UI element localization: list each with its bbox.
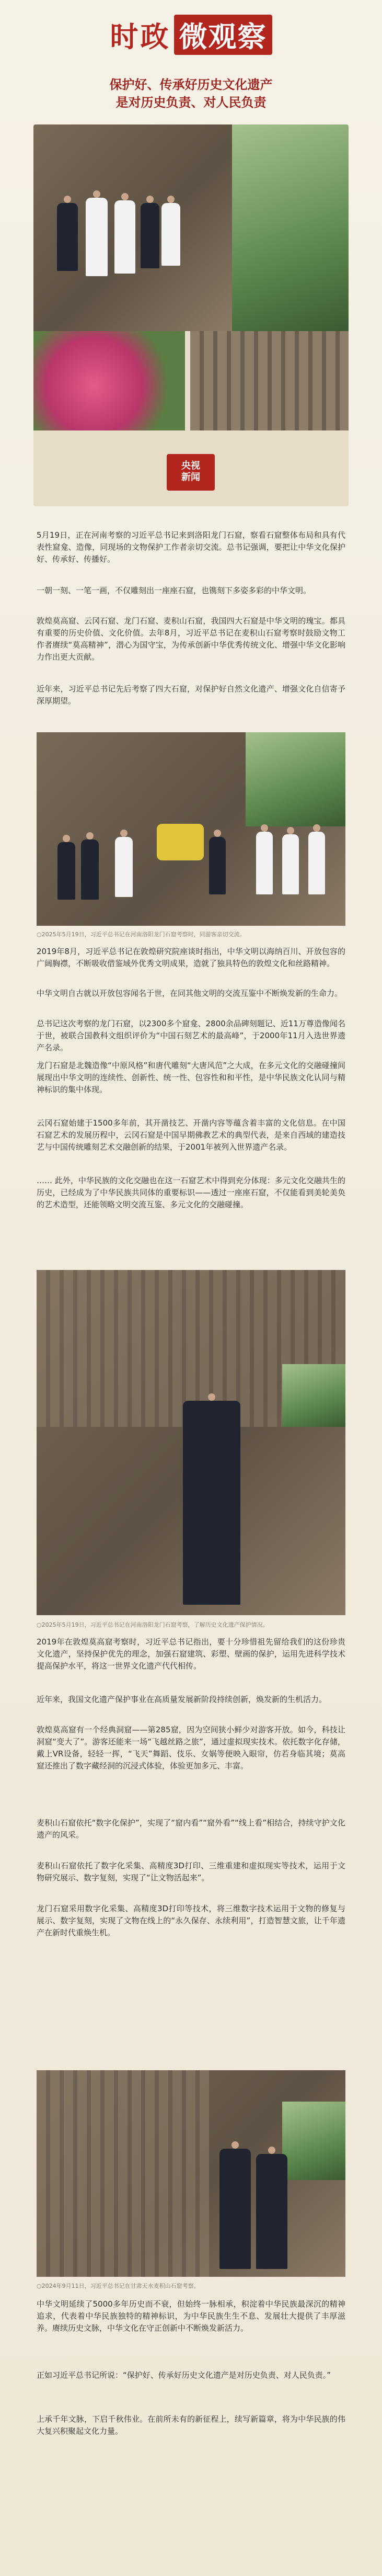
paragraph: 麦积山石窟依托“数字化保护”，实现了“窟内看”“窟外看”“线上看”相结合，持续守护文化遗产的风采。 xyxy=(37,1818,345,1840)
person-figure xyxy=(256,832,273,894)
photo-1-trees xyxy=(246,732,345,826)
hero-photo-greenery xyxy=(232,124,349,331)
paragraph: 敦煌莫高窟、云冈石窟、龙门石窟、麦积山石窟，我国四大石窟是中华文明的瑰宝。都具有重要的历史价值、文化价值。去年8月，习近平总书记在麦积山石窟考察时鼓励文物工作者赓续“莫高精神”，潜心为国守宝，为传承创新中华优秀传统文化、增强中华文化影响力作出更大贡献。 xyxy=(37,616,345,662)
paragraph: 正如习近平总书记所说：“保护好、传承好历史文化遗产是对历史负责、对人民负责。” xyxy=(37,2370,331,2380)
person-figure xyxy=(161,203,180,266)
photo-caption: ○2025年5月19日，习近平总书记在河南洛阳龙门石窟考察，了解历史文化遗产保护情况。 xyxy=(37,1621,269,1628)
photo-3-trees xyxy=(282,2102,345,2180)
paragraph: 5月19日，正在河南考察的习近平总书记来到洛阳龙门石窟，察看石窟整体布局和具有代表性窟龛、造像，同现场的文物保护工作者亲切交流。总书记强调，要把让中华文化保护好、传承好、传播好。 xyxy=(37,530,345,564)
header xyxy=(0,0,382,84)
photo-caption: ○2025年5月19日，习近平总书记在河南洛阳龙门石窟考察时，同游客亲切交流。 xyxy=(37,931,246,938)
paragraph: 云冈石窟始建于1500多年前，其开凿技艺、开凿内容等蕴含着丰富的文化信息。在中国石窟艺术的发展历程中，云冈石窟是中国早期佛教艺术的典型代表，是来自西域的建造技艺与中国传统雕刻艺术交融创新的结果，于2001年被列入世界遗产名录。 xyxy=(37,1118,345,1152)
person-figure xyxy=(57,842,75,900)
paragraph: 中华文明自古就以开放包容闻名于世，在同其他文明的交流互鉴中不断焕发新的生命力。 xyxy=(37,989,343,998)
person-figure xyxy=(308,832,325,894)
person-figure xyxy=(219,2149,251,2269)
tour-cart xyxy=(157,824,204,860)
brand-part1: 时政 xyxy=(110,20,171,53)
person-figure xyxy=(57,203,78,271)
paragraph: 中华文明延续了5000多年历史而不衰，但始终一脉相承，积淀着中华民族最深沉的精神追求，代表着中华民族独特的精神标识，为中华民族生生不息、发展壮大提供了丰厚滋养。赓续历史文脉，中华文化在守正创新中不断焕发新活力。 xyxy=(37,2299,345,2333)
paragraph: 近年来，习近平总书记先后考察了四大石窟，对保护好自然文化遗产、增强文化自信寄予深厚期望。 xyxy=(37,684,345,706)
brand-part2: 微观察 xyxy=(174,15,272,55)
subtitle-line1: 保护好、传承好历史文化遗产 xyxy=(109,77,273,92)
person-figure xyxy=(141,203,159,268)
subtitle-line2: 是对历史负责、对人民负责 xyxy=(115,95,267,110)
paragraph: 2019年8月，习近平总书记在敦煌研究院座谈时指出，中华文明以海纳百川、开放包容的广阔胸襟，不断吸收借鉴域外优秀文明成果，造就了独具特色的敦煌文化和丝路精神。 xyxy=(37,947,345,968)
person-figure xyxy=(115,837,133,897)
paragraph: 龙门石窟采用数字化采集、高精度3D打印等技术，将三维数字技术运用于文物的修复与展示、数字复刻，实现了文物在线上的“永久保存、永续利用”，打造智慧文旅，让千年遗产在新时代重焕生机。 xyxy=(37,1904,345,1937)
person-figure xyxy=(81,839,99,900)
paragraph: …… 此外，中华民族的文化交融也在这一石窟艺术中得到充分体现：多元文化交融共生的历史，已经成为了中华民族共同体的重要标识——透过一座座石窟，不仅能看到美轮美奂的艺术造型，还能领略文明交流互鉴、多元文化的交融碰撞。 xyxy=(37,1176,345,1209)
photo-caption: ○2024年9月11日，习近平总书记在甘肃天水麦积山石窟考察。 xyxy=(37,2283,200,2289)
person-figure xyxy=(282,834,299,894)
hero-photo-caves xyxy=(190,331,349,430)
person-figure xyxy=(256,2154,287,2269)
person-figure xyxy=(209,837,226,894)
person-figure xyxy=(86,198,108,276)
paragraph: 龙门石窟是北魏造像“中原风格”和唐代雕刻“大唐风范”之大成，在多元文化的交融碰撞间展现出中华文明的连续性、创新性、统一性、包容性和和平性，是中华民族文化认同与精神标识的集中体现。 xyxy=(37,1061,345,1094)
person-figure xyxy=(183,1401,240,1605)
hero-collage xyxy=(33,124,349,506)
paragraph: 上承千年文脉，下启千秋伟业。在前所未有的新征程上，续写新篇章，将为中华民族的伟大复兴积聚起文化力量。 xyxy=(37,2414,345,2436)
paragraph: 总书记这次考察的龙门石窟，以2300多个窟龛、2800余品碑刻题记、近11万尊造像闻名于世，被联合国教科文组织评价为“中国石刻艺术的最高峰”，于2000年11月入选世界遗产名录。 xyxy=(37,1019,345,1052)
photo-2-trees xyxy=(282,1364,345,1427)
brand-title xyxy=(0,15,382,55)
paragraph: 麦积山石窟依托了数字化采集、高精度3D打印、三维重建和虚拟现实等技术，运用于文物研究展示、数字复刻，实现了“让文物活起来”。 xyxy=(37,1861,345,1882)
paragraph: 一朝一刻、一笔一画，不仅雕刻出一座座石窟，也镌刻下多姿多彩的中华文明。 xyxy=(37,586,311,595)
photo-3 xyxy=(37,2070,345,2277)
photo-3-statues xyxy=(37,2070,209,2277)
photo-2 xyxy=(37,1270,345,1615)
photo-1 xyxy=(37,732,345,926)
paragraph: 敦煌莫高窟有一个经典洞窟——第285窟，因为空间狭小鲜少对游客开放。如今，科技让洞窟“变大了”。游客还能来一场“飞越丝路之旅”，通过虚拟现实技术。依托数字化存储，戴上VR设备，轻轻一挥，“飞天”舞蹈、伎乐、女娲等便映入眼帘，仿若身临其境；莫高窟还推出了数字藏经洞的沉浸式体验，体验更加多元、丰富。 xyxy=(37,1725,345,1771)
paragraph: 近年来，我国文化遗产保护事业在高质量发展新阶段持续创新，焕发新的生机活力。 xyxy=(37,1695,327,1704)
paragraph: 2019年在敦煌莫高窟考察时，习近平总书记指出，要十分珍惜祖先留给我们的这份珍贵文化遗产，坚持保护优先的理念，加强石窟建筑、彩塑、壁画的保护，运用先进科学技术提高保护水平，将这一世界文化遗产代代相传。 xyxy=(37,1637,345,1671)
hero-photo-main xyxy=(33,124,232,331)
person-figure xyxy=(114,200,135,274)
hero-photo-flowers xyxy=(33,331,185,430)
cctv-news-logo: 央视 新闻 xyxy=(167,454,215,491)
